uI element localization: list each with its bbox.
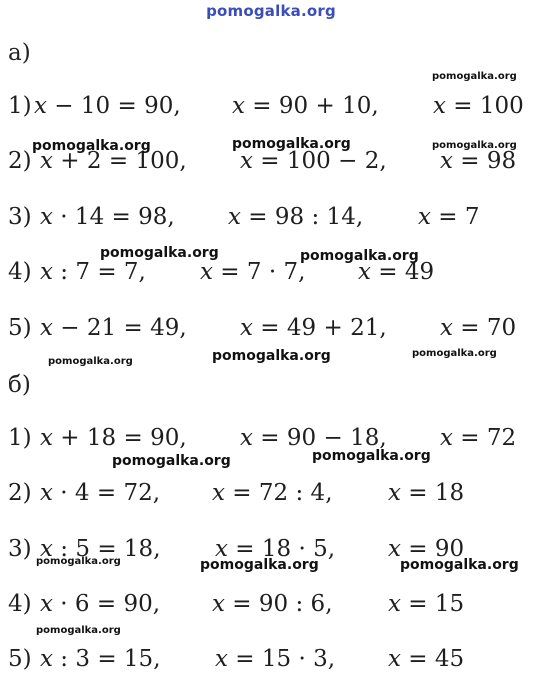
watermark: pomogalka.org xyxy=(32,138,151,154)
answer: x = 90 xyxy=(388,536,465,562)
row-number: 1) xyxy=(8,425,32,451)
site-header-watermark: pomogalka.org xyxy=(206,2,336,20)
answer: x = 18 xyxy=(388,480,465,506)
watermark: pomogalka.org xyxy=(200,557,319,573)
answer: x = 100 xyxy=(433,93,524,119)
watermark: pomogalka.org xyxy=(36,556,121,567)
equation-row-a3 xyxy=(0,204,542,236)
equation: x : 5 = 18, xyxy=(40,536,161,562)
answer: x = 98 xyxy=(440,148,517,174)
solution-step: x = 18 · 5, xyxy=(215,536,336,562)
equation-row-b4 xyxy=(0,591,542,623)
watermark: pomogalka.org xyxy=(212,348,331,364)
answer: x = 49 xyxy=(358,259,435,285)
watermark: pomogalka.org xyxy=(112,453,231,469)
equation-row-a4 xyxy=(0,259,542,291)
answer: x = 72 xyxy=(440,425,517,451)
section-a-label: а) xyxy=(8,40,31,66)
answer: x = 15 xyxy=(388,591,465,617)
answer: x = 7 xyxy=(418,204,480,230)
watermark: pomogalka.org xyxy=(100,245,219,261)
solution-step: x = 49 + 21, xyxy=(240,315,387,341)
equation-row-b2 xyxy=(0,480,542,512)
equation: x · 6 = 90, xyxy=(40,591,161,617)
answer: x = 70 xyxy=(440,315,517,341)
solution-step: x = 90 : 6, xyxy=(212,591,333,617)
watermark: pomogalka.org xyxy=(48,356,133,367)
equation-row-b5 xyxy=(0,646,542,678)
solution-step: x = 90 + 10, xyxy=(232,93,379,119)
watermark: pomogalka.org xyxy=(432,140,517,151)
solution-step: x = 98 : 14, xyxy=(228,204,364,230)
row-number: 4) xyxy=(8,591,32,617)
watermark: pomogalka.org xyxy=(400,557,519,573)
solution-step: x = 100 − 2, xyxy=(240,148,387,174)
row-number: 4) xyxy=(8,259,32,285)
solution-step: x = 72 : 4, xyxy=(212,480,333,506)
row-number: 5) xyxy=(8,315,32,341)
watermark: pomogalka.org xyxy=(312,448,431,464)
equation: x · 4 = 72, xyxy=(40,480,161,506)
row-number: 2) xyxy=(8,480,32,506)
equation: x − 10 = 90, xyxy=(34,93,181,119)
watermark: pomogalka.org xyxy=(432,71,517,82)
equation: x + 18 = 90, xyxy=(40,425,187,451)
row-number: 3) xyxy=(8,204,32,230)
equation: x : 3 = 15, xyxy=(40,646,161,672)
equation: x · 14 = 98, xyxy=(40,204,175,230)
watermark: pomogalka.org xyxy=(300,248,419,264)
equation: x + 2 = 100, xyxy=(40,148,187,174)
equation: x − 21 = 49, xyxy=(40,315,187,341)
row-number: 2) xyxy=(8,148,32,174)
solution-step: x = 7 · 7, xyxy=(200,259,306,285)
equation: x : 7 = 7, xyxy=(40,259,146,285)
section-b-label: б) xyxy=(8,372,31,398)
row-number: 5) xyxy=(8,646,32,672)
equation-row-b1 xyxy=(0,425,542,457)
solution-step: x = 15 · 3, xyxy=(215,646,336,672)
watermark: pomogalka.org xyxy=(232,136,351,152)
watermark: pomogalka.org xyxy=(36,625,121,636)
equation-row-a5 xyxy=(0,315,542,347)
solution-step: x = 90 − 18, xyxy=(240,425,387,451)
watermark: pomogalka.org xyxy=(412,348,497,359)
row-number: 1) xyxy=(8,93,32,119)
row-number: 3) xyxy=(8,536,32,562)
equation-row-a1 xyxy=(0,93,542,125)
answer: x = 45 xyxy=(388,646,465,672)
